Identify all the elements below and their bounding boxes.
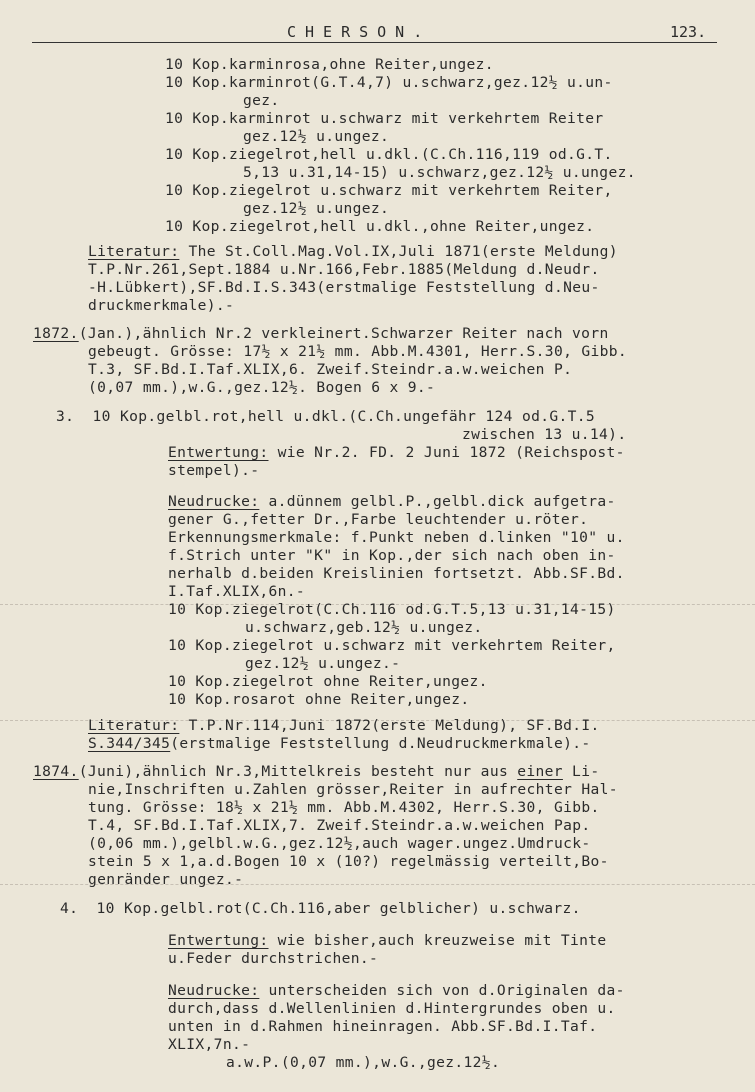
text-line [168,565,625,583]
line-text: gebeugt. Grösse: 17½ x 21½ mm. Abb.M.4301, Herr.S.30, Gibb. [88,343,628,360]
text-line [168,583,305,601]
underlined-heading: Literatur: [88,243,180,260]
line-text: XLIX,7n.- [168,1036,251,1053]
line-text: 10 Kop.karminrot(G.T.4,7) u.schwarz,gez.12½ u.un- [165,74,613,91]
line-text: nie,Inschriften u.Zahlen grösser,Reiter in aufrechter Hal- [88,781,618,798]
underlined-heading: 1874. [33,763,79,780]
line-text: wie bisher,auch kreuzweise mit Tinte [268,932,607,949]
line-text: 10 Kop.rosarot ohne Reiter,ungez. [168,691,470,708]
line-text: wie Nr.2. FD. 2 Juni 1872 (Reichspost- [268,444,625,461]
text-line [168,529,625,547]
text-line [168,493,616,511]
text-line [88,361,572,379]
underlined-heading: Entwertung: [168,444,269,461]
text-line [165,218,594,236]
text-line [168,1000,616,1018]
text-line [165,146,613,164]
text-line [33,763,599,781]
line-text: tung. Grösse: 18½ x 21½ mm. Abb.M.4302, Herr.S.30, Gibb. [88,799,600,816]
underlined-heading: 1872. [33,325,79,342]
line-text: The St.Coll.Mag.Vol.IX,Juli 1871(erste Meldung) [179,243,618,260]
text-line [88,799,600,817]
text-line [168,601,616,619]
text-line [88,781,618,799]
text-line [88,261,600,279]
line-text: T.3, SF.Bd.I.Taf.XLIX,6. Zweif.Steindr.a.w.weichen P. [88,361,573,378]
text-line [88,871,243,889]
line-text: genränder ungez.- [88,871,244,888]
header-rule [32,42,717,43]
line-text: 10 Kop.ziegelrot ohne Reiter,ungez. [168,673,488,690]
text-line [168,1018,597,1036]
text-line [168,444,625,462]
text-line [245,619,483,637]
line-text: (Juni),ähnlich Nr.3,Mittelkreis besteht nur aus [78,763,518,780]
text-line [88,343,627,361]
line-text: gez. [243,92,280,109]
line-text: zwischen 13 u.14). [462,426,627,443]
text-line [88,717,600,735]
text-line [88,817,591,835]
line-text: 10 Kop.ziegelrot(C.Ch.116 od.G.T.5,13 u.31,14-15) [168,601,616,618]
line-text: Erkennungsmerkmale: f.Punkt neben d.linken "10" u. [168,529,625,546]
text-line [60,900,581,918]
line-text: durch,dass d.Wellenlinien d.Hintergrundes oben u. [168,1000,616,1017]
line-text: nerhalb d.beiden Kreislinien fortsetzt. Abb.SF.Bd. [168,565,625,582]
line-text: (Jan.),ähnlich Nr.2 verkleinert.Schwarzer Reiter nach vorn [78,325,609,342]
underlined-heading: S.344/345 [88,735,171,752]
text-line [168,982,625,1000]
text-line [168,547,616,565]
text-line [243,92,280,110]
text-line [168,950,378,968]
text-line [88,243,618,261]
line-text: T.P.Nr.114,Juni 1872(erste Meldung), SF.Bd.I. [179,717,600,734]
text-line [165,182,613,200]
line-text: 3. 10 Kop.gelbl.rot,hell u.dkl.(C.Ch.ungefähr 124 od.G.T.5 [56,408,596,425]
text-line [168,932,607,950]
line-text: 10 Kop.ziegelrot,hell u.dkl.,ohne Reiter,ungez. [165,218,595,235]
line-text: unten in d.Rahmen hineinragen. Abb.SF.Bd.I.Taf. [168,1018,598,1035]
text-line [88,297,234,315]
line-text: 10 Kop.ziegelrot u.schwarz mit verkehrtem Reiter, [165,182,613,199]
line-text: 4. 10 Kop.gelbl.rot(C.Ch.116,aber gelblicher) u.schwarz. [60,900,581,917]
text-line [88,279,600,297]
text-line [165,74,613,92]
line-text: 10 Kop.ziegelrot,hell u.dkl.(C.Ch.116,119 od.G.T. [165,146,613,163]
line-text: (0,07 mm.),w.G.,gez.12½. Bogen 6 x 9.- [88,379,436,396]
line-text: gener G.,fetter Dr.,Farbe leuchtender u.röter. [168,511,589,528]
text-line [88,835,591,853]
line-text: a.w.P.(0,07 mm.),w.G.,gez.12½. [226,1054,501,1071]
text-line [243,200,389,218]
line-text: gez.12½ u.ungez.- [245,655,401,672]
line-text: T.P.Nr.261,Sept.1884 u.Nr.166,Febr.1885(Meldung d.Neudr. [88,261,600,278]
line-text: f.Strich unter "K" in Kop.,der sich nach oben in- [168,547,616,564]
line-text: (0,06 mm.),gelbl.w.G.,gez.12½,auch wager.ungez.Umdruck- [88,835,591,852]
line-text: I.Taf.XLIX,6n.- [168,583,306,600]
text-line [168,637,616,655]
text-line [243,128,389,146]
line-text: T.4, SF.Bd.I.Taf.XLIX,7. Zweif.Steindr.a.w.weichen Pap. [88,817,591,834]
running-title: CHERSON. [287,23,432,41]
text-line [168,691,470,709]
underlined-heading: Neudrucke: [168,493,260,510]
text-line [168,462,259,480]
text-line [168,673,488,691]
page-number: 123. [670,23,707,41]
line-text: 10 Kop.karminrosa,ohne Reiter,ungez. [165,56,494,73]
underlined-heading: Entwertung: [168,932,269,949]
text-line [88,853,609,871]
line-text: gez.12½ u.ungez. [243,128,390,145]
line-text: u.schwarz,geb.12½ u.ungez. [245,619,483,636]
line-text: druckmerkmale).- [88,297,235,314]
underlined-heading: Neudrucke: [168,982,260,999]
line-text: -H.Lübkert),SF.Bd.I.S.343(erstmalige Feststellung d.Neu- [88,279,600,296]
text-line [33,325,609,343]
underlined-word: einer [517,763,563,780]
text-line [168,511,588,529]
line-text: 10 Kop.karminrot u.schwarz mit verkehrtem Reiter [165,110,604,127]
text-line [88,379,435,397]
text-line [245,655,400,673]
line-text: 5,13 u.31,14-15) u.schwarz,gez.12½ u.ungez. [243,164,636,181]
line-text: stein 5 x 1,a.d.Bogen 10 x (10?) regelmässig verteilt,Bo- [88,853,609,870]
text-line [56,408,595,426]
line-text: stempel).- [168,462,260,479]
text-line [165,110,604,128]
text-line [165,56,494,74]
line-text: unterscheiden sich von d.Originalen da- [259,982,625,999]
text-line [243,164,636,182]
text-line [462,426,626,444]
line-text: (erstmalige Feststellung d.Neudruckmerkmale).- [170,735,591,752]
text-line [226,1054,500,1072]
text-line [88,735,591,753]
line-text: 10 Kop.ziegelrot u.schwarz mit verkehrtem Reiter, [168,637,616,654]
line-text: gez.12½ u.ungez. [243,200,390,217]
underlined-heading: Literatur: [88,717,180,734]
line-text: a.dünnem gelbl.P.,gelbl.dick aufgetra- [259,493,616,510]
line-text: Li- [562,763,600,780]
text-line [168,1036,250,1054]
line-text: u.Feder durchstrichen.- [168,950,379,967]
